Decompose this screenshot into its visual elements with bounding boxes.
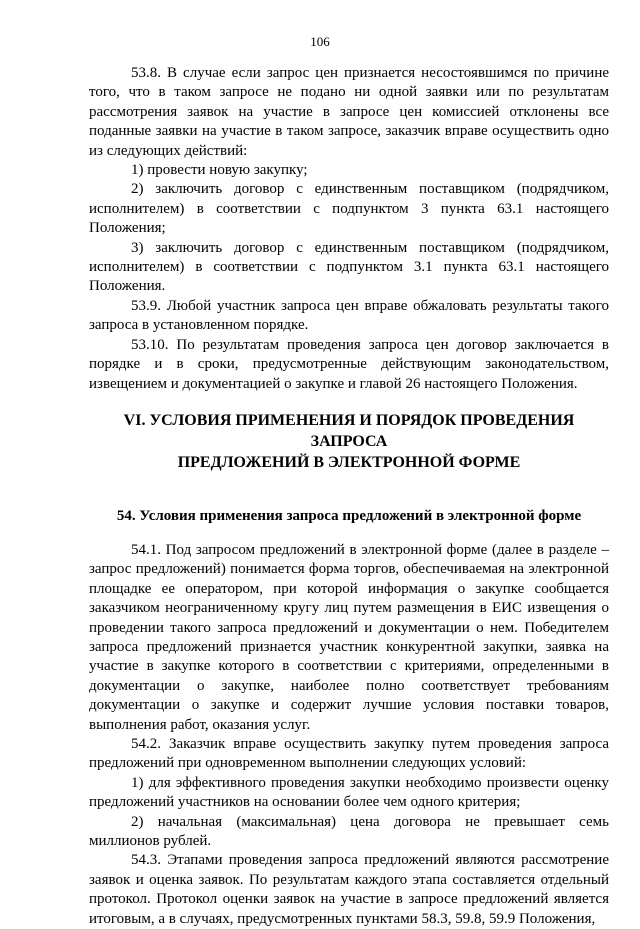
paragraph-53-10: 53.10. По результатам проведения запроса цен договор заключается в порядке и в сроки, предусмотренные действующим законодательством, извещением и документацией о закупке и главой 26 настоящего Положения. [89,336,609,392]
list-item-2: 2) заключить договор с единственным поставщиком (подрядчиком, исполнителем) в соответствии с подпунктом 3 пункта 63.1 настоящего Положения; [89,181,609,237]
list-item-3: 3) заключить договор с единственным поставщиком (подрядчиком, исполнителем) в соответствии с подпунктом 3.1 пункта 63.1 настоящего Положения. [89,239,609,295]
list-item-1: 1) провести новую закупку; [131,162,308,179]
paragraph-54-1: 54.1. Под запросом предложений в электронной форме (далее в разделе – запрос предложений) понимается форма торгов, обеспечиваемая на электронной площадке ее оператором, при которой информация о закупке сообщается заказчиком неограниченному кругу лиц путем размещения в ЕИС извещения о проведении такого запроса предложений и документации о нем. Победителем запроса предложений признается участник конкурентной закупки, заявка на участие в закупке которого в соответствии с критериями, определенными в документации о закупке, наиболее полно соответствует требованиям документации о закупке и содержит лучшие условия поставки товаров, выполнения работ, оказания услуг. [89,541,609,733]
paragraph-54-3: 54.3. Этапами проведения запроса предложений являются рассмотрение заявок и оценка заявок. По результатам каждого этапа составляется отдельный протокол. Протокол оценки заявок на участие в запросе предложений является итоговым, а в случаях, предусмотренных пунктами 58.3, 59.8, 59.9 Положения, [89,852,609,927]
paragraph-54-2: 54.2. Заказчик вправе осуществить закупку путем проведения запроса предложений при одновременном выполнении следующих условий: [89,735,609,772]
chapter-heading-line-1: VI. УСЛОВИЯ ПРИМЕНЕНИЯ И ПОРЯДОК ПРОВЕДЕНИЯ ЗАПРОСА [123,411,575,450]
section-heading: 54. Условия применения запроса предложений в электронной форме [116,507,582,524]
paragraph-53-8: 53.8. В случае если запрос цен признается несостоявшимся по причине того, что в таком запросе не подано ни одной заявки или по результатам рассмотрения заявок на участие в запросе цен комиссией отклонены все поданные заявки на участие в таком запросе, заказчик вправе осуществить одно из следующих действий: [89,65,609,159]
chapter-heading [89,410,609,473]
paragraph-53-9: 53.9. Любой участник запроса цен вправе обжаловать результаты такого запроса в установленном порядке. [89,297,609,334]
condition-item-2: 2) начальная (максимальная) цена договора не превышает семь миллионов рублей. [89,813,609,849]
chapter-heading-line-2: ПРЕДЛОЖЕНИЙ В ЭЛЕКТРОННОЙ ФОРМЕ [177,453,521,471]
page-number: 106 [310,34,330,49]
page-content [89,64,609,929]
condition-item-1: 1) для эффективного проведения закупки необходимо произвести оценку предложений участников на основании более чем одного критерия; [89,774,609,811]
